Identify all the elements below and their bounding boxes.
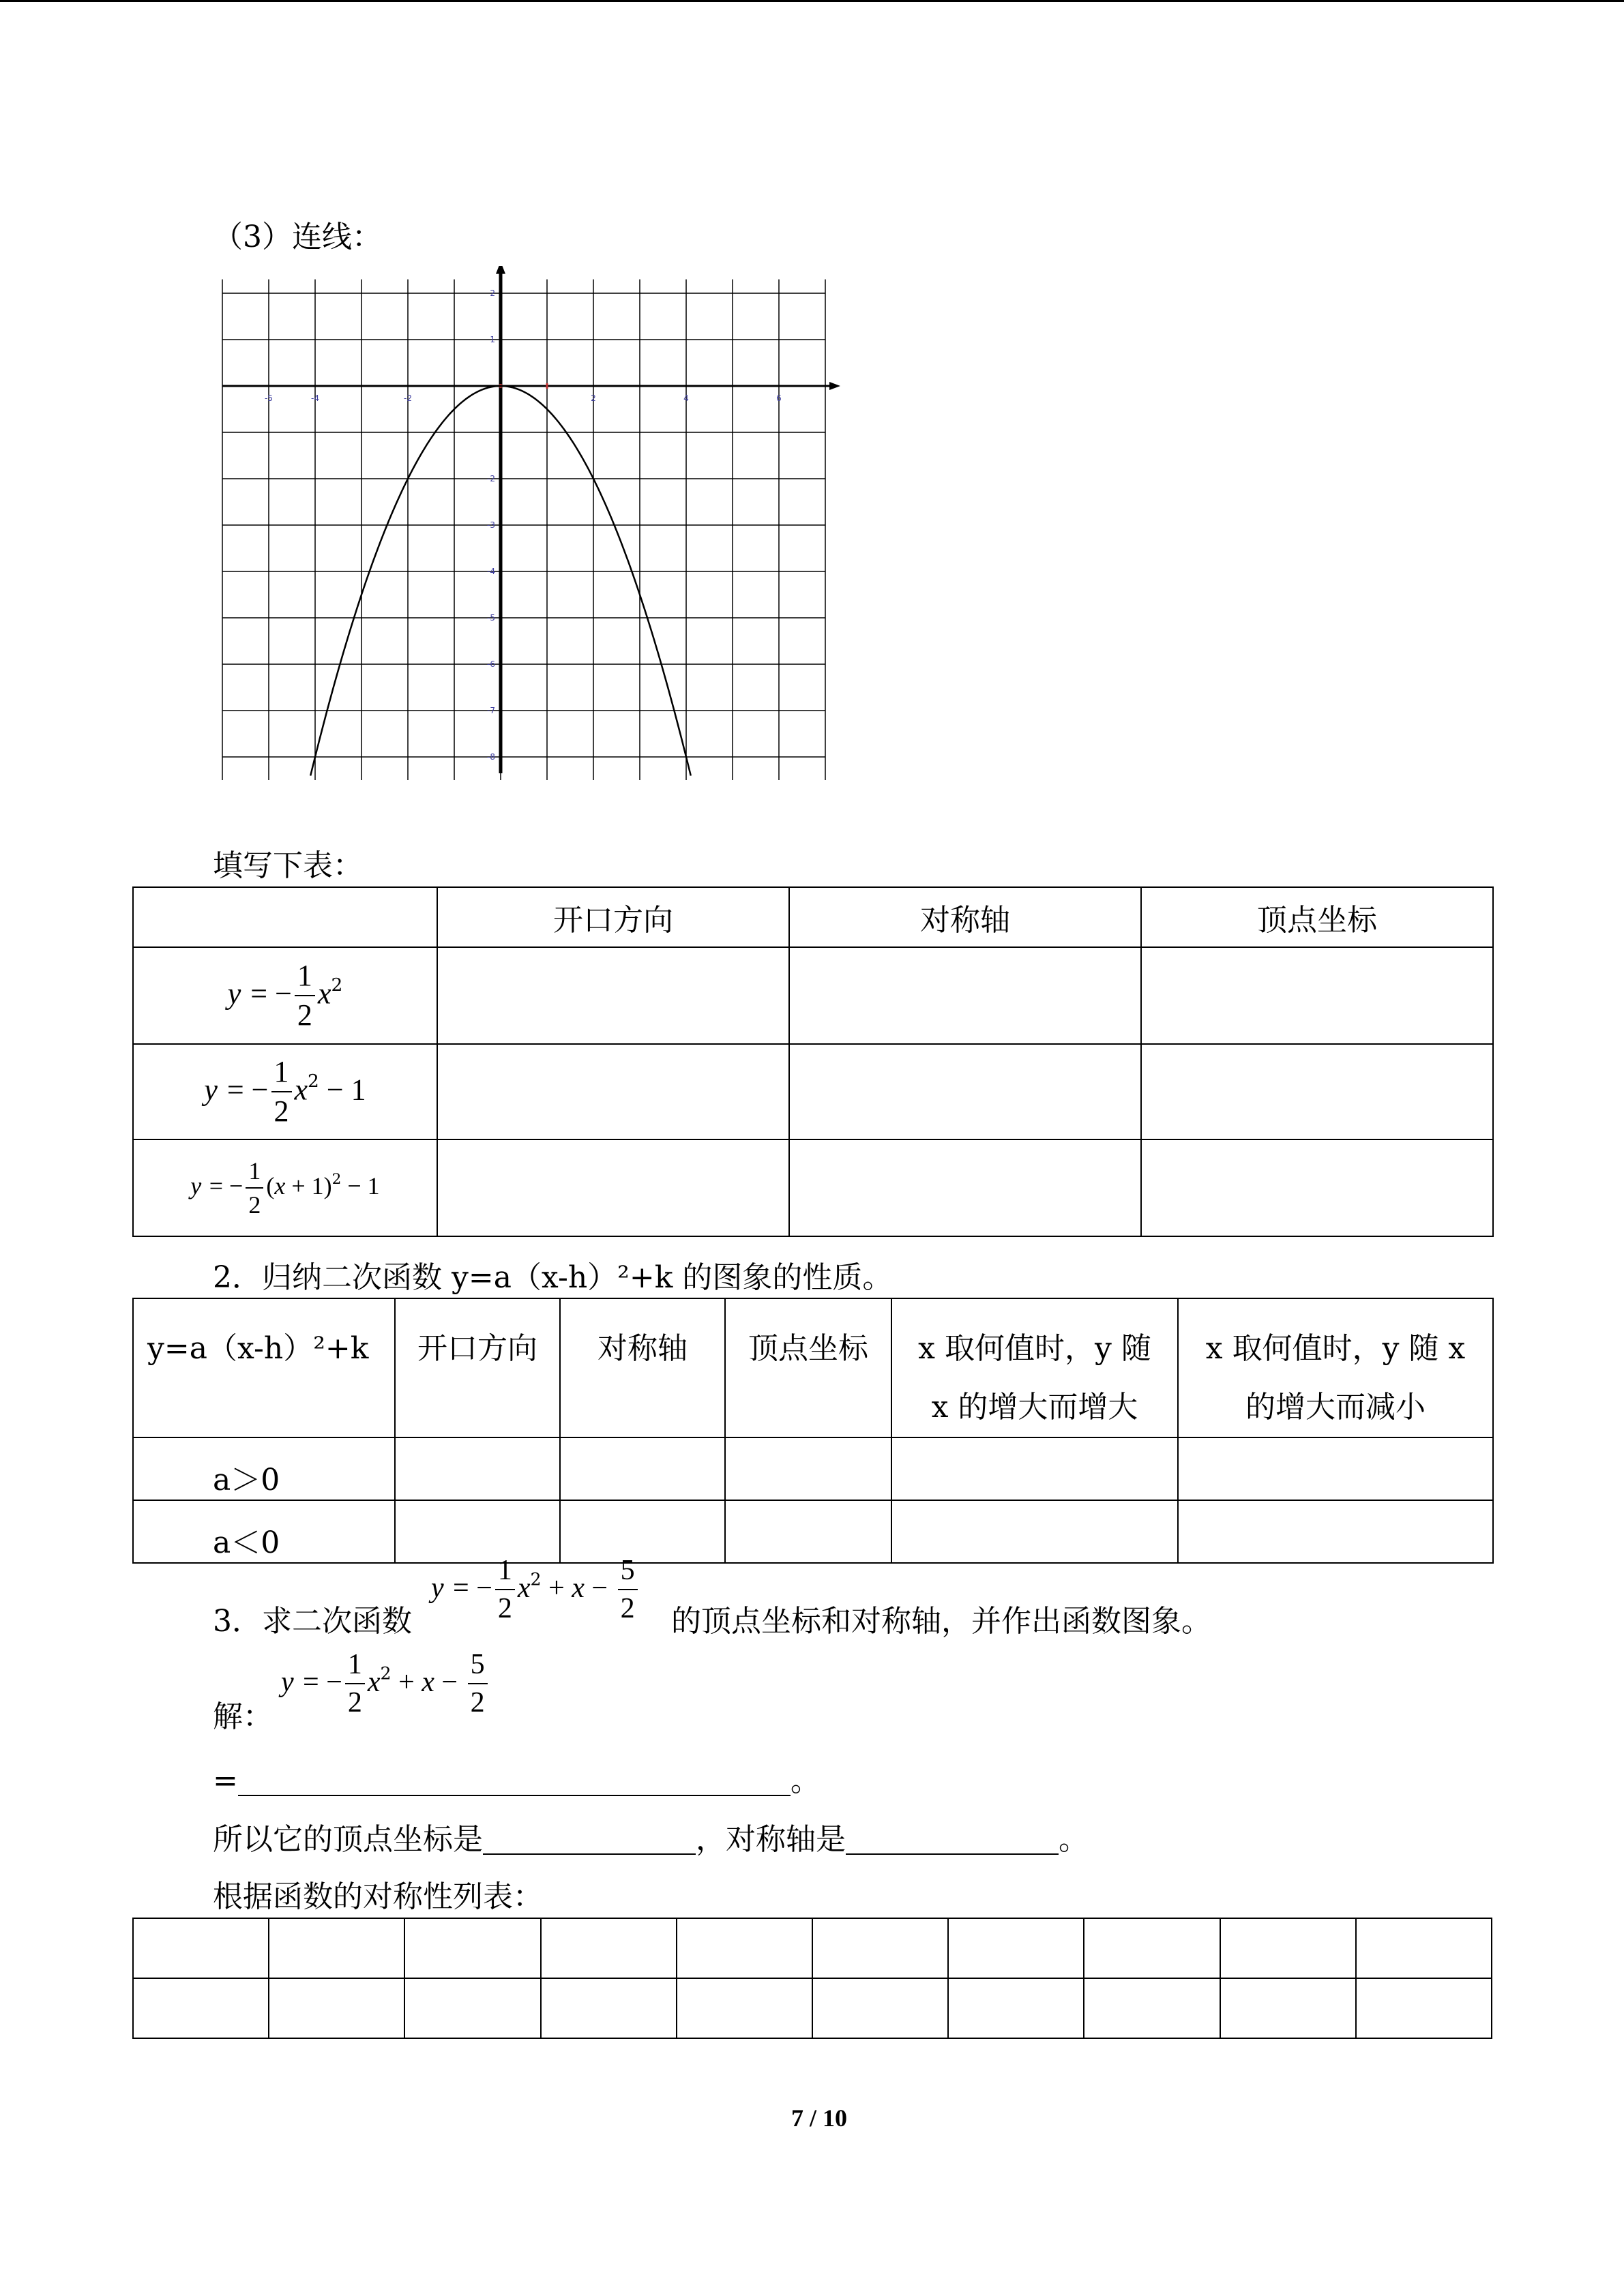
table-cell[interactable] <box>269 1918 404 1978</box>
parabola-graph <box>205 266 846 784</box>
answer-blank-axis[interactable] <box>846 1826 1059 1855</box>
top-border <box>0 0 1624 2</box>
y-tick-label: -2 <box>487 474 495 483</box>
summary-table <box>132 1298 1494 1564</box>
x-tick-label: 6 <box>776 393 782 403</box>
table2-header-axis: 对称轴 <box>560 1298 725 1437</box>
table-cell[interactable] <box>677 1918 812 1978</box>
q3-period: 。 <box>790 1763 821 1798</box>
table-cell[interactable] <box>133 1978 269 2038</box>
q3-prefix: 3．求二次函数 <box>213 1604 412 1639</box>
x-tick-label: -2 <box>404 393 412 403</box>
table-cell[interactable] <box>789 1139 1141 1236</box>
y-tick-label: -7 <box>487 706 495 715</box>
table-cell[interactable] <box>1084 1978 1220 2038</box>
table-cell[interactable] <box>1220 1978 1356 2038</box>
table-cell[interactable] <box>1220 1918 1356 1978</box>
properties-table <box>132 886 1494 1237</box>
table2-header-increase: x 取何值时，y 随 x 的增大而增大 <box>891 1298 1178 1437</box>
table2-row-a-positive: a＞0 <box>133 1437 395 1500</box>
table-cell[interactable] <box>725 1500 891 1563</box>
y-tick-label: -4 <box>487 567 495 576</box>
table-cell[interactable] <box>395 1437 560 1500</box>
table-cell[interactable] <box>437 1044 789 1139</box>
table2-header-func: y=a（x-h）²+k <box>133 1298 395 1437</box>
x-tick-label: -4 <box>311 393 319 403</box>
table-cell[interactable] <box>725 1437 891 1500</box>
q3-period-2: 。 <box>1059 1822 1089 1857</box>
q3-suffix: 的顶点坐标和对称轴，并作出函数图象。 <box>671 1604 1211 1639</box>
table2-header-vertex: 顶点坐标 <box>725 1298 891 1437</box>
y-tick-label: -5 <box>487 613 495 623</box>
table-cell[interactable] <box>1141 1139 1493 1236</box>
page-number: 7 / 10 <box>791 2104 848 2132</box>
y-tick-label: -3 <box>487 520 495 530</box>
table1-header-vertex: 顶点坐标 <box>1141 887 1493 947</box>
table-cell[interactable] <box>541 1918 677 1978</box>
table-cell[interactable] <box>437 1139 789 1236</box>
table-cell[interactable] <box>395 1500 560 1563</box>
table-cell[interactable] <box>891 1437 1178 1500</box>
section3-heading: （3）连线： <box>213 220 382 254</box>
table2-header-opening: 开口方向 <box>395 1298 560 1437</box>
value-table <box>132 1918 1492 2039</box>
q2-title: 2．归纳二次函数 y=a（x-h）²+k 的图象的性质。 <box>213 1260 893 1295</box>
q3-solution-label: 解： <box>213 1699 273 1734</box>
table-cell[interactable] <box>1084 1918 1220 1978</box>
table2-row-a-negative: a＜0 <box>133 1500 395 1563</box>
y-tick-label: -6 <box>487 659 495 669</box>
table-cell[interactable] <box>1356 1918 1492 1978</box>
table1-header-opening: 开口方向 <box>437 887 789 947</box>
table1-formula-2: y = − $\frac{1}{2}$ $x^2 - 1$ <box>133 1044 437 1139</box>
q3-solution-formula: y = − $\frac{1}{2}$ $x^2 + x$ − $\frac{5}{2}$ <box>281 1650 490 1717</box>
table1-header-empty <box>133 887 437 947</box>
table-cell[interactable] <box>541 1978 677 2038</box>
table-cell[interactable] <box>1356 1978 1492 2038</box>
x-tick-label: -5 <box>265 393 273 403</box>
q3-equals-line <box>213 1763 821 1798</box>
table1-formula-1: y = − $\frac{1}{2}$ $x^2$ <box>133 947 437 1044</box>
table-cell[interactable] <box>789 947 1141 1044</box>
answer-blank-expression[interactable] <box>238 1768 791 1796</box>
table-cell[interactable] <box>1141 947 1493 1044</box>
q3-vertex-text: 所以它的顶点坐标是 <box>213 1822 483 1857</box>
table2-header-decrease: x 取何值时，y 随 x 的增大而减小 <box>1178 1298 1493 1437</box>
table-cell[interactable] <box>677 1978 812 2038</box>
table-cell[interactable] <box>269 1978 404 2038</box>
table-cell[interactable] <box>948 1918 1084 1978</box>
table-cell[interactable] <box>560 1500 725 1563</box>
table-cell[interactable] <box>560 1437 725 1500</box>
table-cell[interactable] <box>404 1978 540 2038</box>
q3-list-intro: 根据函数的对称性列表： <box>213 1879 543 1914</box>
table-cell[interactable] <box>437 947 789 1044</box>
q3-formula: y = − $\frac{1}{2}$ $x^2 + x$ − $\frac{5}{2}$ <box>431 1556 640 1623</box>
y-tick-label: 1 <box>490 335 495 344</box>
table1-formula-3: y = − $\frac{1}{2}$ $(x + 1)^2 - 1$ <box>133 1139 437 1236</box>
x-tick-label: 4 <box>683 393 689 403</box>
table-cell[interactable] <box>812 1918 948 1978</box>
q3-equals: = <box>213 1763 238 1798</box>
table-cell[interactable] <box>812 1978 948 2038</box>
fill-table-intro: 填写下表： <box>213 848 363 883</box>
table-cell[interactable] <box>404 1918 540 1978</box>
table-cell[interactable] <box>948 1978 1084 2038</box>
y-axis-arrow <box>496 266 505 274</box>
q3-vertex-line <box>213 1822 1089 1857</box>
x-axis-arrow <box>829 382 840 390</box>
table-cell[interactable] <box>133 1918 269 1978</box>
y-tick-label: 2 <box>490 288 495 298</box>
q3-axis-text: ，对称轴是 <box>696 1822 846 1857</box>
table-cell[interactable] <box>1178 1437 1493 1500</box>
table-cell[interactable] <box>891 1500 1178 1563</box>
x-tick-label: 2 <box>591 393 596 403</box>
y-tick-label: -8 <box>487 752 495 762</box>
table-cell[interactable] <box>1141 1044 1493 1139</box>
table1-header-axis: 对称轴 <box>789 887 1141 947</box>
table-cell[interactable] <box>1178 1500 1493 1563</box>
answer-blank-vertex[interactable] <box>483 1826 696 1855</box>
table-cell[interactable] <box>789 1044 1141 1139</box>
